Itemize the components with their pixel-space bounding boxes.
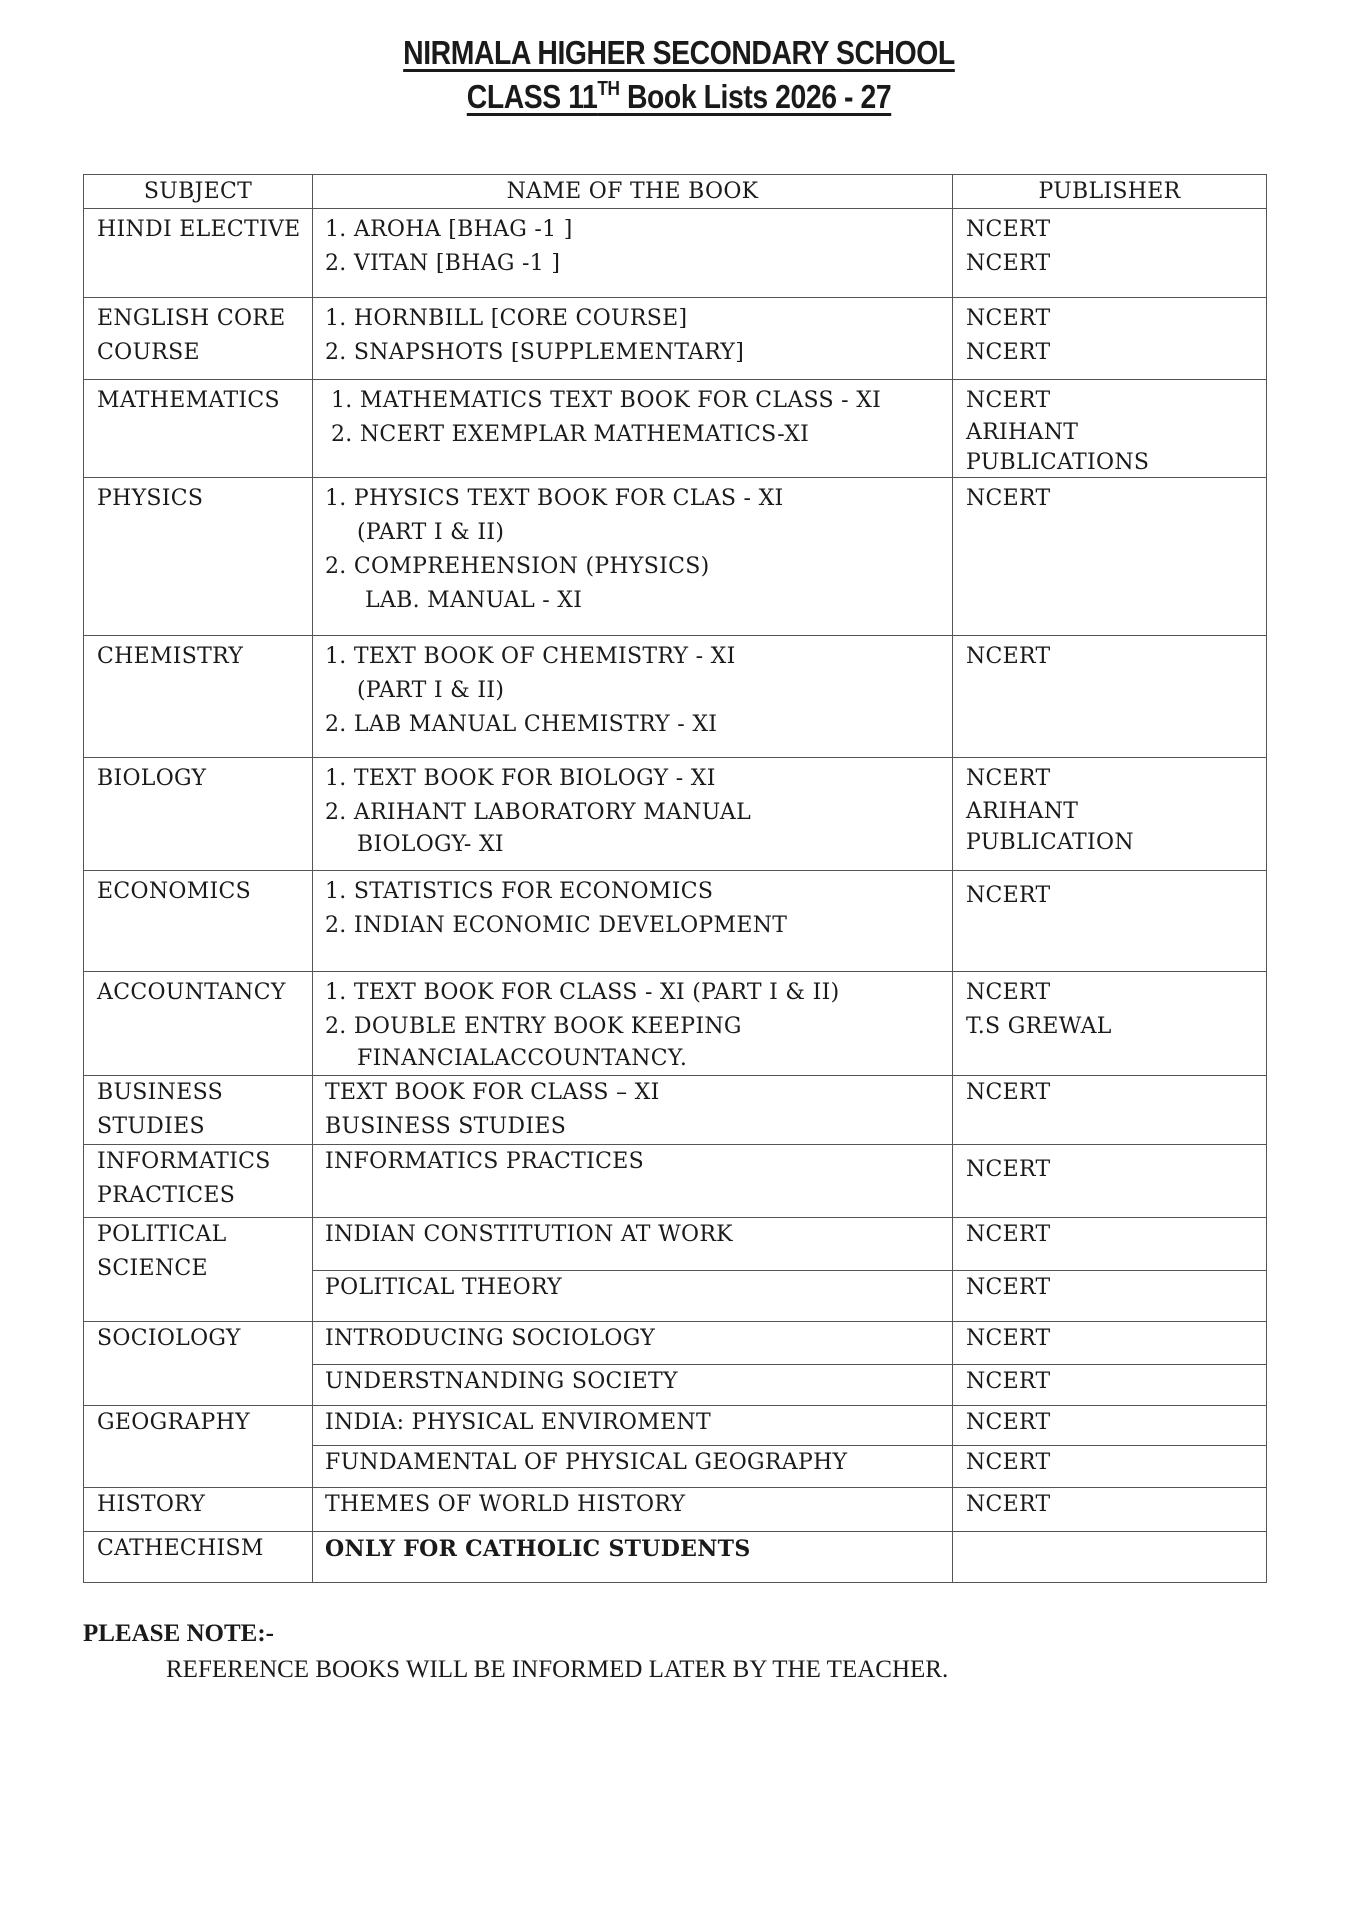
- subject-cell: HISTORY: [84, 1488, 313, 1532]
- publisher-cell: NCERT: [953, 1322, 1267, 1365]
- publisher-cell: NCERT NCERT: [953, 209, 1267, 298]
- book-cell: POLITICAL THEORY: [313, 1271, 953, 1322]
- subject-cell: CHEMISTRY: [84, 636, 313, 758]
- publisher-cell: NCERT: [953, 1365, 1267, 1406]
- table-row: [84, 1218, 1267, 1271]
- table-row: [84, 972, 1267, 1076]
- publisher-cell: NCERT NCERT: [953, 298, 1267, 380]
- table-row: [84, 758, 1267, 871]
- table-row: [84, 1406, 1267, 1446]
- table-row: [84, 478, 1267, 636]
- publisher-cell: NCERT: [953, 636, 1267, 758]
- publisher-cell: NCERT: [953, 1145, 1267, 1218]
- note-text: REFERENCE BOOKS WILL BE INFORMED LATER BY THE TEACHER.: [166, 1656, 949, 1683]
- subject-cell: POLITICAL SCIENCE: [84, 1218, 313, 1322]
- table-row: [84, 636, 1267, 758]
- book-cell: THEMES OF WORLD HISTORY: [313, 1488, 953, 1532]
- table-row: [84, 1488, 1267, 1532]
- book-cell: INDIAN CONSTITUTION AT WORK: [313, 1218, 953, 1271]
- subject-cell: PHYSICS: [84, 478, 313, 636]
- class-prefix: CLASS 11: [466, 78, 598, 115]
- class-superscript: TH: [597, 78, 620, 100]
- subject-cell: SOCIOLOGY: [84, 1322, 313, 1406]
- publisher-cell: NCERT: [953, 1271, 1267, 1322]
- publisher-cell: NCERT ARIHANT PUBLICATION: [953, 758, 1267, 871]
- book-cell: 1. TEXT BOOK FOR BIOLOGY - XI 2. ARIHANT LABORATORY MANUAL BIOLOGY- XI: [313, 758, 953, 871]
- subject-cell: BUSINESS STUDIES: [84, 1076, 313, 1145]
- column-header-publisher: PUBLISHER: [953, 175, 1267, 209]
- subject-cell: BIOLOGY: [84, 758, 313, 871]
- book-list-table: [83, 174, 1267, 1583]
- table-row: [84, 1322, 1267, 1365]
- column-header-subject: SUBJECT: [84, 175, 313, 209]
- book-cell: 1. PHYSICS TEXT BOOK FOR CLAS - XI (PART I & II) 2. COMPREHENSION (PHYSICS) LAB. MANUAL - XI: [313, 478, 953, 636]
- table-row: [84, 298, 1267, 380]
- publisher-cell: NCERT ARIHANT PUBLICATIONS: [953, 380, 1267, 478]
- publisher-cell: NCERT: [953, 1218, 1267, 1271]
- book-cell: 1. AROHA [BHAG -1 ] 2. VITAN [BHAG -1 ]: [313, 209, 953, 298]
- note-heading: PLEASE NOTE:-: [83, 1620, 275, 1647]
- subject-cell: INFORMATICS PRACTICES: [84, 1145, 313, 1218]
- book-cell: INTRODUCING SOCIOLOGY: [313, 1322, 953, 1365]
- table-row: [84, 380, 1267, 478]
- book-cell: 1. TEXT BOOK OF CHEMISTRY - XI (PART I & II) 2. LAB MANUAL CHEMISTRY - XI: [313, 636, 953, 758]
- table-row: [84, 871, 1267, 972]
- publisher-cell: NCERT T.S GREWAL: [953, 972, 1267, 1076]
- class-suffix: Book Lists 2026 - 27: [619, 78, 892, 115]
- subject-cell: ECONOMICS: [84, 871, 313, 972]
- table-row: [84, 1532, 1267, 1583]
- document-title: [95, 78, 1263, 116]
- school-name: NIRMALA HIGHER SECONDARY SCHOOL: [403, 34, 955, 71]
- subject-cell: ENGLISH CORE COURSE: [84, 298, 313, 380]
- table-row: [84, 209, 1267, 298]
- subject-cell: HINDI ELECTIVE: [84, 209, 313, 298]
- publisher-cell: NCERT: [953, 1446, 1267, 1488]
- subject-cell: ACCOUNTANCY: [84, 972, 313, 1076]
- table-header-row: [84, 175, 1267, 209]
- publisher-cell: NCERT: [953, 871, 1267, 972]
- publisher-cell: NCERT: [953, 1076, 1267, 1145]
- book-cell: 1. STATISTICS FOR ECONOMICS 2. INDIAN ECONOMIC DEVELOPMENT: [313, 871, 953, 972]
- publisher-cell: NCERT: [953, 1488, 1267, 1532]
- book-cell: INDIA: PHYSICAL ENVIROMENT: [313, 1406, 953, 1446]
- catholic-note: ONLY FOR CATHOLIC STUDENTS: [325, 1536, 751, 1562]
- subject-cell: MATHEMATICS: [84, 380, 313, 478]
- publisher-cell: NCERT: [953, 1406, 1267, 1446]
- book-cell: TEXT BOOK FOR CLASS – XI BUSINESS STUDIES: [313, 1076, 953, 1145]
- table-row: [84, 1145, 1267, 1218]
- subject-cell: GEOGRAPHY: [84, 1406, 313, 1488]
- publisher-cell: [953, 1532, 1267, 1583]
- book-cell: FUNDAMENTAL OF PHYSICAL GEOGRAPHY: [313, 1446, 953, 1488]
- subject-cell: CATHECHISM: [84, 1532, 313, 1583]
- book-cell: 1. TEXT BOOK FOR CLASS - XI (PART I & II) 2. DOUBLE ENTRY BOOK KEEPING FINANCIALACCOUNTANCY.: [313, 972, 953, 1076]
- book-cell: 1. HORNBILL [CORE COURSE] 2. SNAPSHOTS [SUPPLEMENTARY]: [313, 298, 953, 380]
- book-cell: 1. MATHEMATICS TEXT BOOK FOR CLASS - XI 2. NCERT EXEMPLAR MATHEMATICS-XI: [313, 380, 953, 478]
- book-cell: UNDERSTNANDING SOCIETY: [313, 1365, 953, 1406]
- book-cell: INFORMATICS PRACTICES: [313, 1145, 953, 1218]
- table-row: [84, 1076, 1267, 1145]
- publisher-cell: NCERT: [953, 478, 1267, 636]
- book-cell: [313, 1532, 953, 1583]
- column-header-book: NAME OF THE BOOK: [313, 175, 953, 209]
